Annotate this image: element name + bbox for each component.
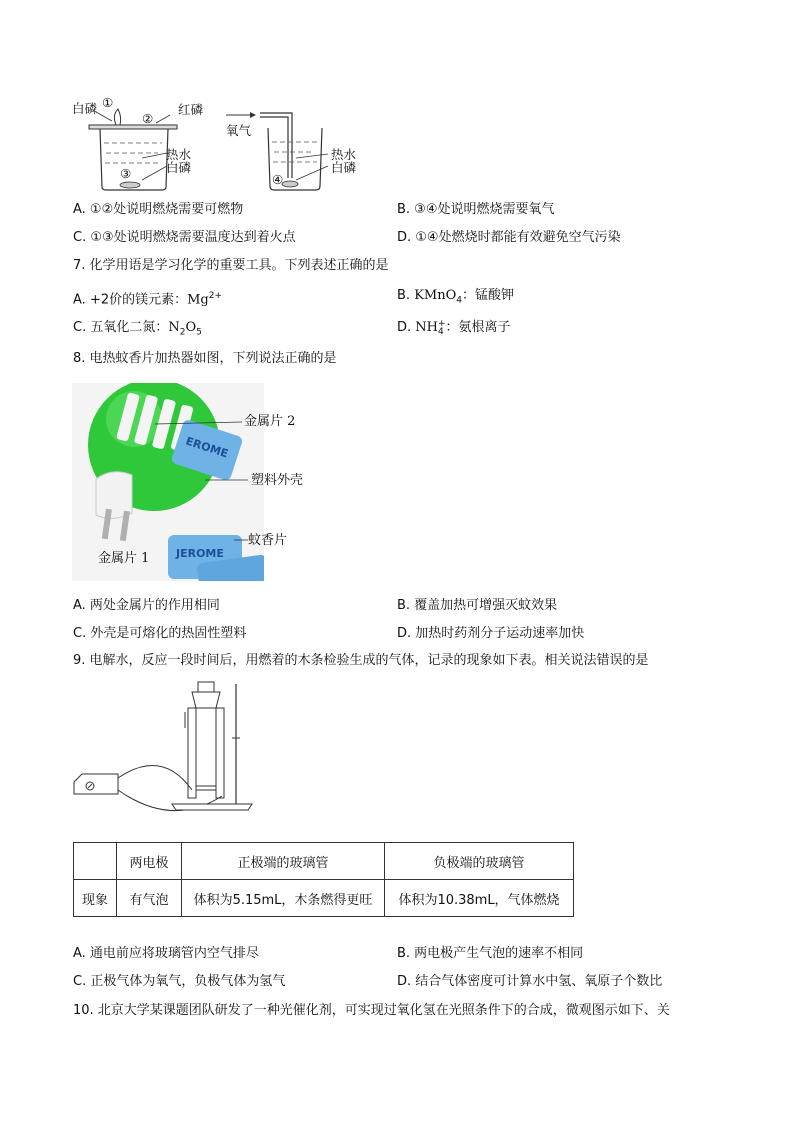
table-cell: 体积为10.38mL，气体燃烧 [385, 880, 574, 917]
q6-option-d: D. ①④处燃烧时都能有效避免空气污染 [397, 230, 621, 245]
q7-c-prefix: C. 五氧化二氮： [73, 320, 169, 335]
mat-brand-top: EROME [184, 434, 230, 461]
label-oxygen: 氧气 [226, 123, 252, 138]
q8-stem: 8. 电热蚊香片加热器如图，下列说法正确的是 [73, 351, 337, 366]
q9-stem: 9. 电解水，反应一段时间后，用燃着的木条检验生成的气体，记录的现象如下表。相关说法错误的是 [73, 653, 649, 668]
q7-c-o-sub: 5 [196, 327, 202, 338]
label-plastic-shell: 塑料外壳 [251, 473, 304, 488]
label-hot-water-right: 热水 [331, 147, 357, 162]
table-cell: 两电极 [117, 843, 182, 880]
q7-b-formula: KMnO [414, 288, 457, 303]
q7-a-charge: 2+ [208, 291, 223, 301]
q6-option-a: A. ①②处说明燃烧需要可燃物 [73, 202, 244, 217]
q7-option-b [397, 287, 514, 310]
q7-a-formula: Mg [187, 292, 209, 308]
q7-stem: 7. 化学用语是学习化学的重要工具。下列表述正确的是 [73, 258, 389, 273]
table-cell: 负极端的玻璃管 [385, 843, 574, 880]
q7-d-suffix: ：氨根离子 [445, 320, 511, 335]
table-cell: 正极端的玻璃管 [182, 843, 385, 880]
q7-d-charge: + [438, 318, 446, 329]
q9-option-a: A. 通电前应将玻璃管内空气排尽 [73, 946, 259, 961]
q7-c-o: O [185, 320, 197, 335]
table-cell [74, 843, 117, 880]
marker-3: ③ [120, 166, 132, 181]
q9-option-d: D. 结合气体密度可计算水中氢、氧原子个数比 [397, 974, 663, 989]
q8-option-a: A. 两处金属片的作用相同 [73, 598, 220, 613]
label-hot-water: 热水 [166, 147, 192, 162]
q7-d-prefix: D. [397, 320, 416, 335]
table-cell: 有气泡 [117, 880, 182, 917]
photo-leader-lines [150, 410, 250, 550]
q7-b-prefix: B. [397, 288, 415, 303]
label-metal-sheet-2: 金属片 2 [244, 414, 296, 429]
label-metal-sheet-1: 金属片 1 [98, 551, 150, 566]
marker-4: ④ [272, 172, 284, 187]
q7-b-subscript: 4 [456, 295, 462, 306]
q8-option-d: D. 加热时药剂分子运动速率加快 [397, 626, 585, 641]
q8-option-b: B. 覆盖加热可增强灭蚊效果 [397, 598, 558, 613]
q7-c-n-sub: 2 [179, 327, 186, 338]
q7-option-d [397, 319, 511, 337]
label-red-phosphorus: 红磷 [178, 102, 204, 117]
q8-option-c: C. 外壳是可熔化的热固性塑料 [73, 626, 247, 641]
marker-1: ① [102, 95, 114, 110]
electrolysis-apparatus [72, 678, 262, 813]
q7-option-a [73, 287, 222, 309]
mat-brand-bottom: JEROME [176, 547, 224, 560]
label-white-phosphorus-bottom: 白磷 [166, 160, 192, 175]
q6-option-b: B. ③④处说明燃烧需要氧气 [397, 202, 555, 217]
q7-d-formula: NH [415, 320, 438, 335]
label-white-phosphorus: 白磷 [72, 101, 98, 116]
q6-option-c: C. ①③处说明燃烧需要温度达到着火点 [73, 230, 296, 245]
label-white-phosphorus-right: 白磷 [331, 160, 357, 175]
marker-2: ② [142, 111, 154, 126]
q9-option-b: B. 两电极产生气泡的速率不相同 [397, 946, 584, 961]
table-row [74, 880, 574, 917]
q7-b-suffix: ：锰酸钾 [461, 288, 514, 303]
electrolysis-results-table [73, 842, 574, 917]
q7-d-subscript: 4 [438, 326, 444, 337]
q7-option-c [73, 319, 202, 342]
label-mosquito-mat: 蚊香片 [248, 533, 288, 548]
table-header-row [74, 843, 574, 880]
q9-option-c: C. 正极气体为氧气，负极气体为氢气 [73, 974, 286, 989]
q10-stem: 10. 北京大学某课题团队研发了一种光催化剂，可实现过氧化氢在光照条件下的合成，微观图示如下、关 [73, 1003, 670, 1018]
table-cell: 现象 [74, 880, 117, 917]
q7-a-prefix: A. +2价的镁元素： [73, 292, 188, 308]
table-cell: 体积为5.15mL，木条燃得更旺 [182, 880, 385, 917]
q7-c-n: N [168, 320, 180, 335]
